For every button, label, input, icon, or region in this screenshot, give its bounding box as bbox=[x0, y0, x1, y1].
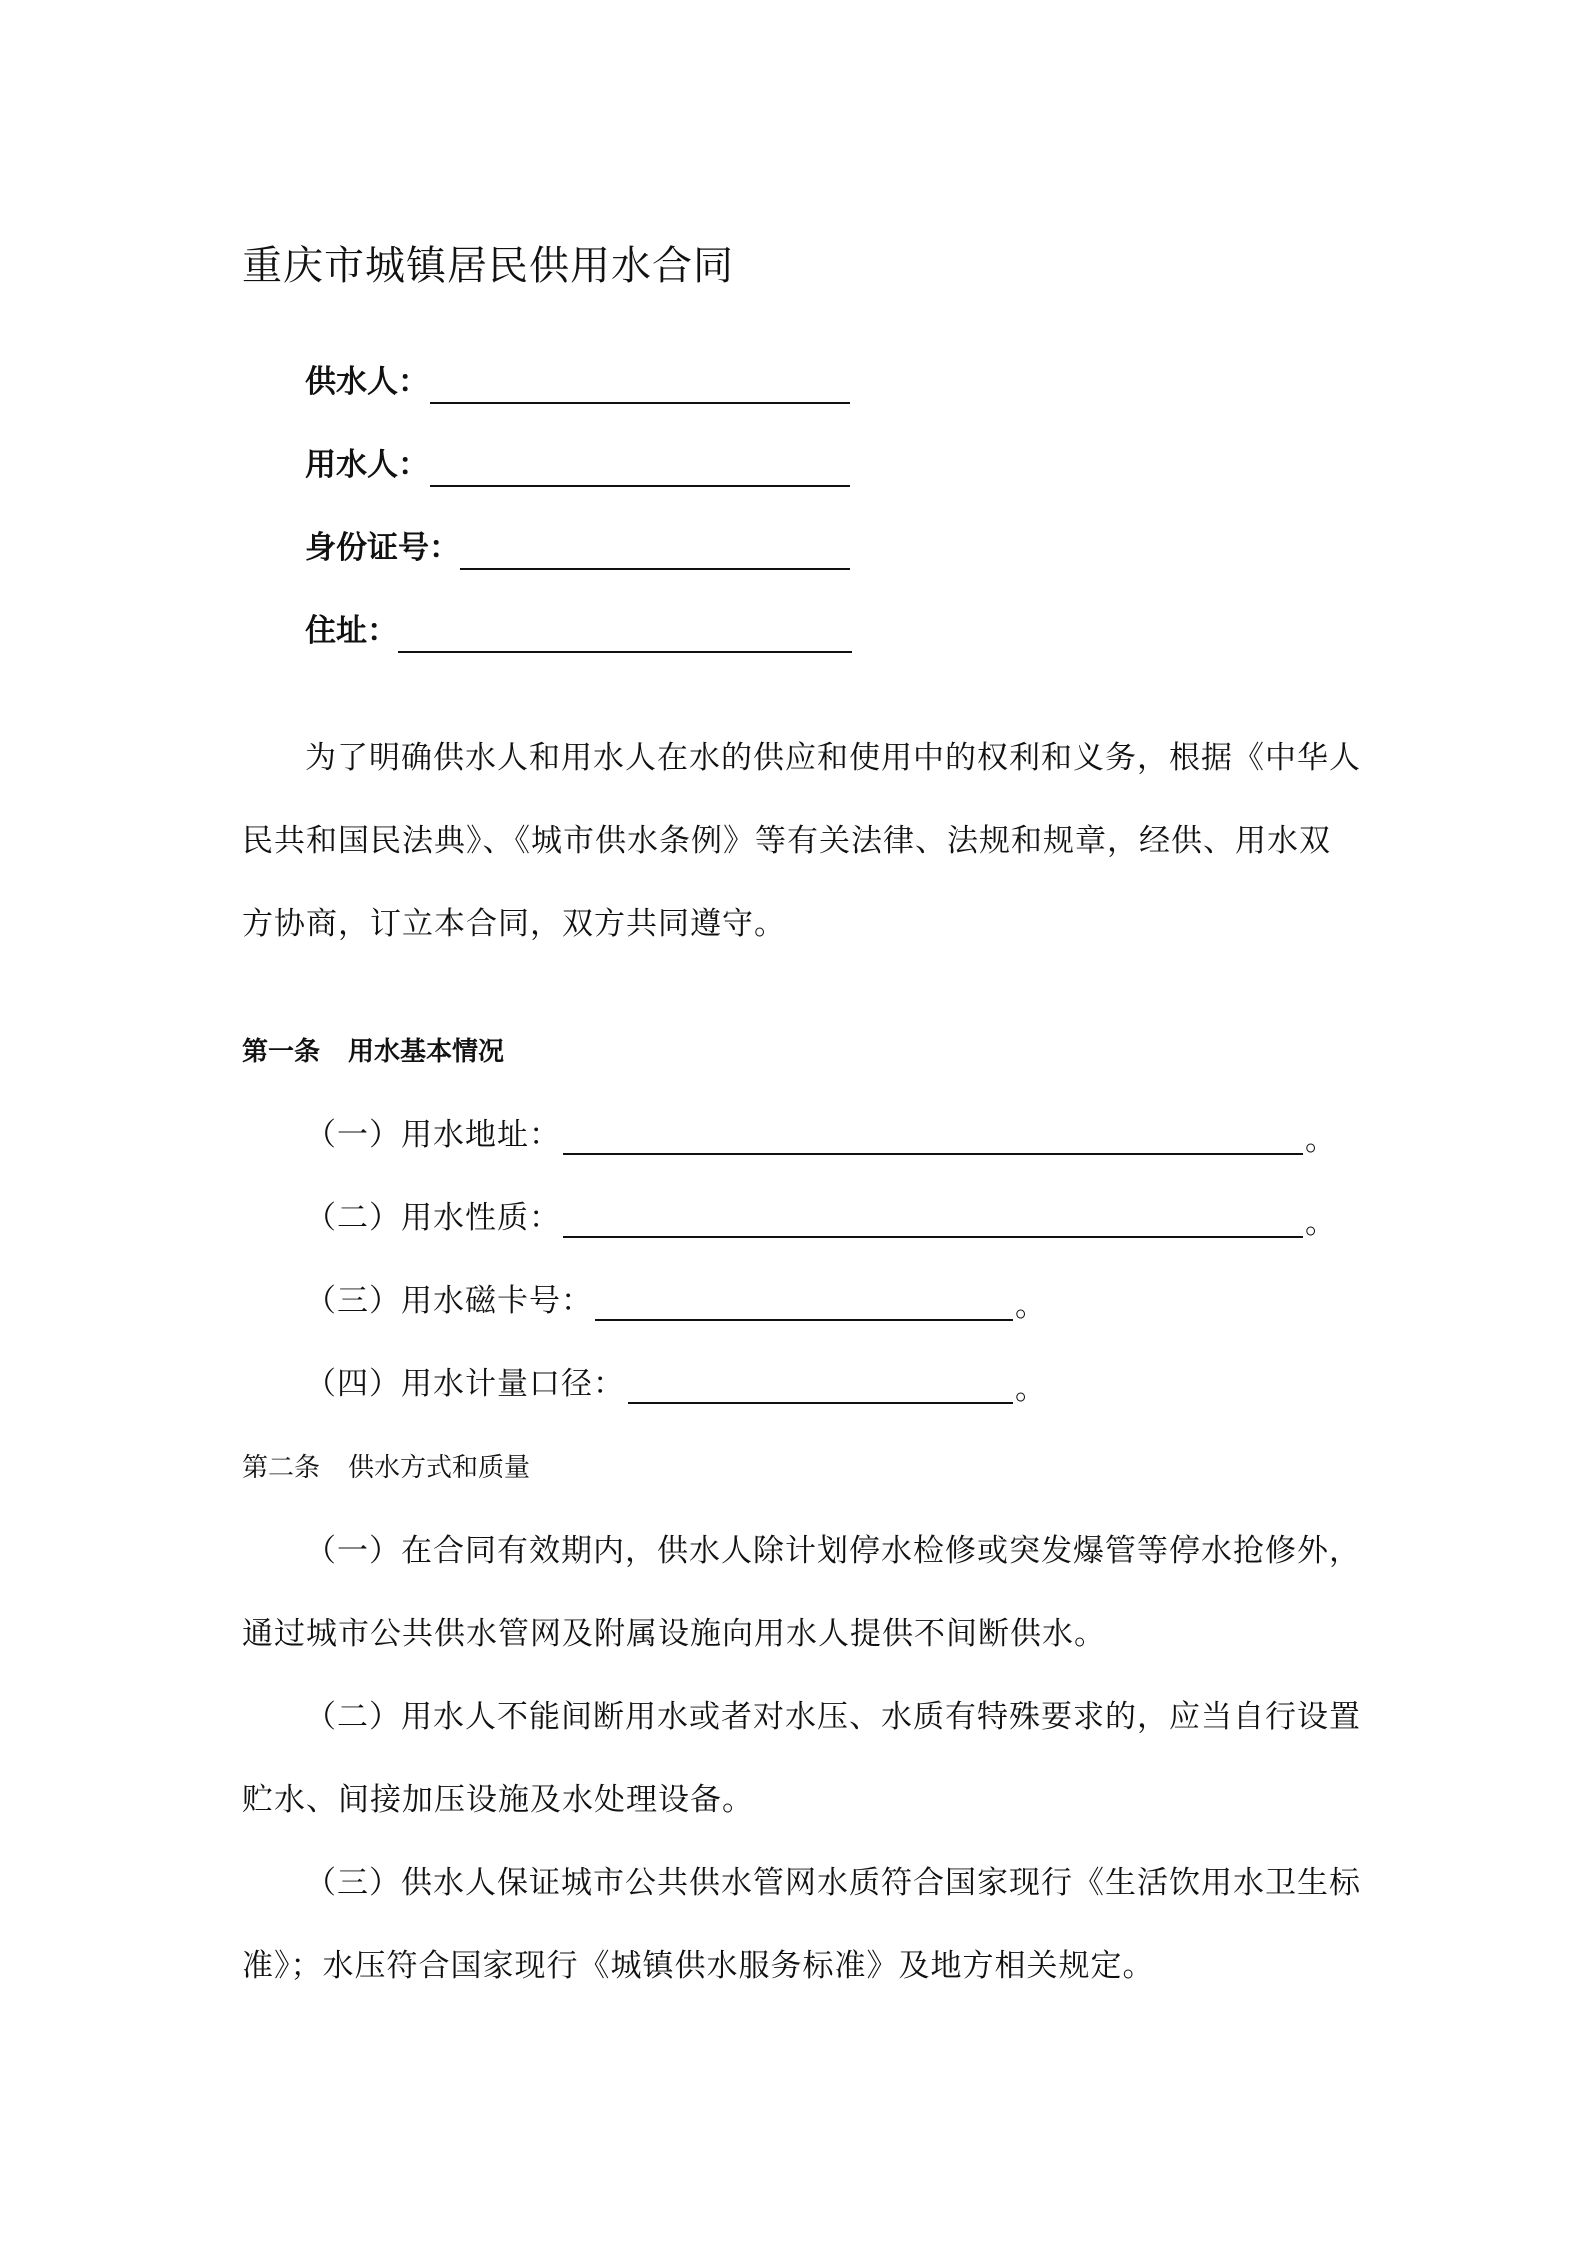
article-1-number: 第一条 bbox=[242, 1037, 321, 1067]
supplier-label: 供水人： bbox=[305, 364, 429, 400]
article-1-item-2-end: 。 bbox=[1305, 1205, 1337, 1241]
article-1-item-4-end: 。 bbox=[1015, 1371, 1047, 1407]
preamble-line-3: 方协商，订立本合同，双方共同遵守。 bbox=[242, 906, 786, 942]
article-1-item-4-label: （四）用水计量口径： bbox=[305, 1366, 625, 1402]
article-1-title: 用水基本情况 bbox=[348, 1037, 505, 1067]
article-2-heading bbox=[242, 1448, 530, 1488]
article-1-item-1-label: （一）用水地址： bbox=[305, 1117, 561, 1153]
supplier-field-line[interactable] bbox=[430, 402, 850, 404]
water-nature-field-line[interactable] bbox=[563, 1236, 1303, 1238]
article-2-para-1-line-1: （一）在合同有效期内，供水人除计划停水检修或突发爆管等停水抢修外， bbox=[305, 1533, 1361, 1569]
id-number-label: 身份证号： bbox=[305, 530, 460, 566]
article-2-title: 供水方式和质量 bbox=[348, 1453, 531, 1483]
water-user-label: 用水人： bbox=[305, 447, 429, 483]
preamble-line-2: 民共和国民法典》、《城市供水条例》等有关法律、法规和规章，经供、用水双 bbox=[242, 823, 1331, 859]
water-card-number-field-line[interactable] bbox=[595, 1319, 1013, 1321]
water-user-field-line[interactable] bbox=[430, 485, 850, 487]
article-2-para-3-line-1: （三）供水人保证城市公共供水管网水质符合国家现行《生活饮用水卫生标 bbox=[305, 1865, 1361, 1901]
meter-caliber-field-line[interactable] bbox=[628, 1402, 1013, 1404]
article-2-number: 第二条 bbox=[242, 1453, 321, 1483]
article-1-item-3-end: 。 bbox=[1015, 1288, 1047, 1324]
article-1-item-2-label: （二）用水性质： bbox=[305, 1200, 561, 1236]
article-2-para-2-line-1: （二）用水人不能间断用水或者对水压、水质有特殊要求的，应当自行设置 bbox=[305, 1699, 1361, 1735]
id-number-field-line[interactable] bbox=[460, 568, 850, 570]
preamble-line-1: 为了明确供水人和用水人在水的供应和使用中的权利和义务，根据《中华人 bbox=[305, 740, 1361, 776]
article-1-heading bbox=[242, 1032, 504, 1072]
article-2-para-2-line-2: 贮水、间接加压设施及水处理设备。 bbox=[242, 1782, 754, 1818]
article-1-item-3-label: （三）用水磁卡号： bbox=[305, 1283, 593, 1319]
article-2-para-3-line-2: 准》；水压符合国家现行《城镇供水服务标准》及地方相关规定。 bbox=[242, 1948, 1155, 1984]
water-address-field-line[interactable] bbox=[563, 1153, 1303, 1155]
address-label: 住址： bbox=[305, 613, 398, 649]
address-field-line[interactable] bbox=[398, 651, 852, 653]
document-title: 重庆市城镇居民供用水合同 bbox=[242, 243, 734, 289]
article-2-para-1-line-2: 通过城市公共供水管网及附属设施向用水人提供不间断供水。 bbox=[242, 1616, 1106, 1652]
article-1-item-1-end: 。 bbox=[1305, 1122, 1337, 1158]
